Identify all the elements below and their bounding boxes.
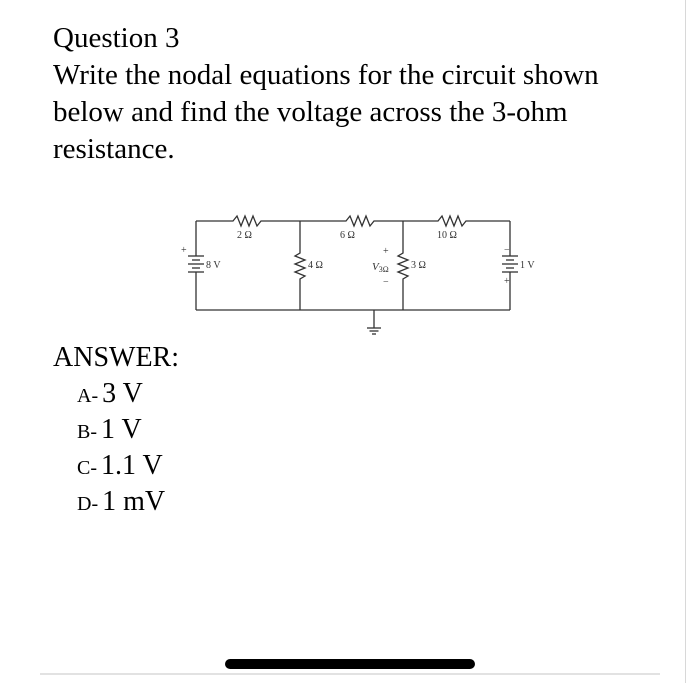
source-8v-plus: + [181,245,187,256]
source-1v-plus: + [504,276,510,287]
question-line-2: below and find the voltage across the 3-ohm [53,96,568,128]
resistor-4-icon [295,221,305,310]
question-line-3: resistance. [53,133,175,165]
source-1v-label: 1 V [520,260,535,271]
source-1v-minus: − [504,245,510,256]
voltage-plus-sign: + [383,246,389,257]
option-a-letter: A- [77,385,99,407]
voltage-label [372,261,389,274]
bottom-divider [40,673,660,675]
option-b[interactable] [77,412,165,448]
voltage-symbol: V [372,261,379,273]
battery-8v-icon [188,256,204,272]
source-8v-label: 8 V [206,260,221,271]
resistor-6-label: 6 Ω [340,230,355,241]
ground-icon [367,310,381,334]
top-wire [196,216,510,226]
home-indicator-bar[interactable] [225,659,475,669]
option-b-letter: B- [77,421,97,443]
option-a[interactable] [77,376,165,412]
option-d-value: 1 mV [102,486,166,517]
resistor-4-label: 4 Ω [308,260,323,271]
resistor-3-label: 3 Ω [411,260,426,271]
option-c[interactable] [77,448,165,484]
battery-1v-icon [502,256,518,272]
option-a-value: 3 V [102,378,143,409]
resistor-2-label: 2 Ω [237,230,252,241]
voltage-subscript: 3Ω [378,265,389,274]
option-c-value: 1.1 V [101,450,163,481]
question-title: Question 3 [53,22,180,54]
option-d[interactable] [77,484,165,520]
option-c-letter: C- [77,457,97,479]
answer-title: ANSWER: [53,342,179,373]
answer-options [77,376,165,520]
resistor-10-label: 10 Ω [437,230,457,241]
resistor-3-icon [398,221,408,310]
option-d-letter: D- [77,493,99,515]
voltage-minus-sign: − [383,277,389,288]
question-line-1: Write the nodal equations for the circuit shown [53,59,599,91]
option-b-value: 1 V [101,414,142,445]
